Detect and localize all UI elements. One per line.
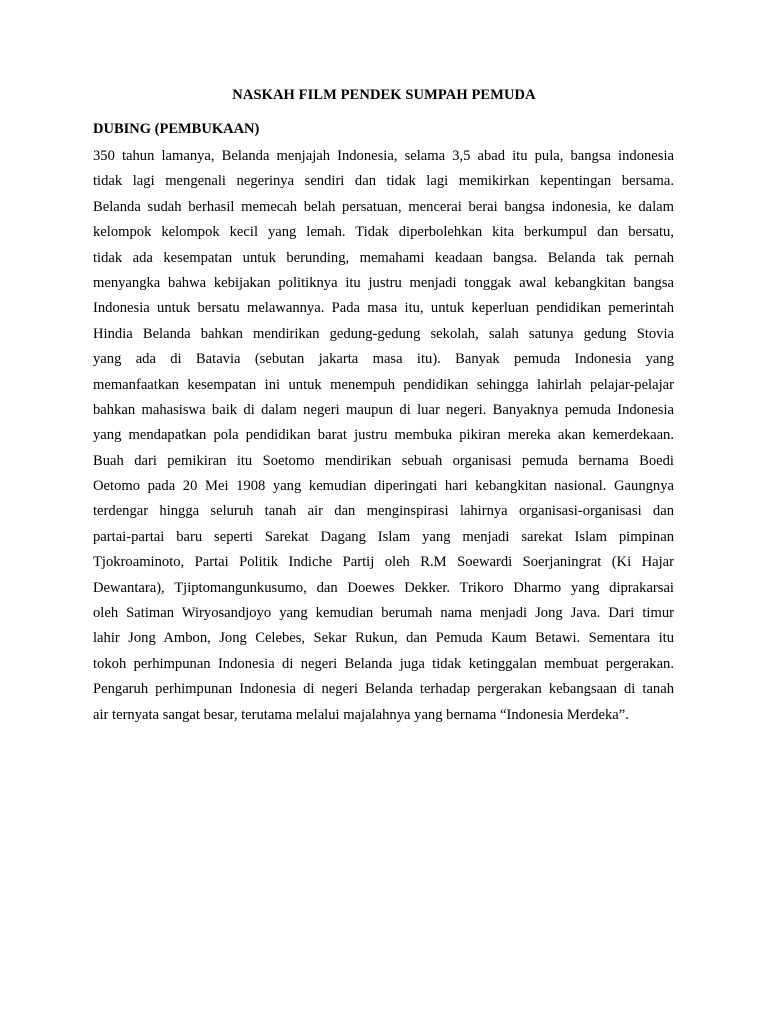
paragraph-line: yang ada di Batavia (sebutan jakarta masa itu). Banyak pemuda Indonesia yang — [93, 351, 674, 368]
paragraph-line: Pengaruh perhimpunan Indonesia di negeri Belanda terhadap pergerakan kebangsaan di tanah — [93, 681, 674, 698]
paragraph-line: terdengar hingga seluruh tanah air dan menginspirasi lahirnya organisasi-organisasi dan — [93, 503, 674, 520]
paragraph-line: lahir Jong Ambon, Jong Celebes, Sekar Rukun, dan Pemuda Kaum Betawi. Sementara itu — [93, 630, 674, 647]
paragraph-line: Belanda sudah berhasil memecah belah persatuan, mencerai berai bangsa indonesia, ke dalam — [93, 198, 674, 215]
paragraph-line: tokoh perhimpunan Indonesia di negeri Belanda juga tidak ketinggalan membuat pergerakan. — [93, 655, 674, 672]
paragraph-line: Tjokroaminoto, Partai Politik Indiche Partij oleh R.M Soewardi Soerjaningrat (Ki Hajar — [93, 554, 674, 571]
body-paragraph — [93, 144, 674, 728]
paragraph-line: Hindia Belanda bahkan mendirikan gedung-gedung sekolah, salah satunya gedung Stovia — [93, 325, 674, 342]
paragraph-line: kelompok kelompok kecil yang lemah. Tidak diperbolehkan kita berkumpul dan bersatu, — [93, 224, 674, 241]
paragraph-line-last: air ternyata sangat besar, terutama melalui majalahnya yang bernama “Indonesia Merdeka”. — [93, 706, 629, 723]
paragraph-line: Dewantara), Tjiptomangunkusumo, dan Doewes Dekker. Trikoro Dharmo yang diprakarsai — [93, 579, 674, 596]
paragraph-line: menyangka bahwa kebijakan politiknya itu justru menjadi tonggak awal kebangkitan bangsa — [93, 274, 674, 291]
paragraph-line: 350 tahun lamanya, Belanda menjajah Indonesia, selama 3,5 abad itu pula, bangsa indonesia — [93, 148, 674, 164]
paragraph-line: bahkan mahasiswa baik di dalam negeri maupun di luar negeri. Banyaknya pemuda Indonesia — [93, 401, 674, 418]
paragraph-line: oleh Satiman Wiryosandjoyo yang kemudian berumah nama menjadi Jong Java. Dari timur — [93, 605, 674, 622]
paragraph-line: memanfaatkan kesempatan ini untuk menempuh pendidikan sehingga lahirlah pelajar-pelajar — [93, 376, 674, 393]
paragraph-line: Buah dari pemikiran itu Soetomo mendirikan sebuah organisasi pemuda bernama Boedi — [93, 452, 674, 469]
section-heading: DUBING (PEMBUKAAN) — [93, 121, 260, 137]
paragraph-line: yang mendapatkan pola pendidikan barat justru membuka pikiran mereka akan kemerdekaan. — [93, 427, 674, 444]
paragraph-line: tidak ada kesempatan untuk berunding, memahami keadaan bangsa. Belanda tak pernah — [93, 249, 674, 266]
paragraph-line: Indonesia untuk bersatu melawannya. Pada masa itu, untuk keperluan pendidikan pemerintah — [93, 300, 674, 317]
paragraph-line: partai-partai baru seperti Sarekat Dagang Islam yang menjadi sarekat Islam pimpinan — [93, 528, 674, 545]
paragraph-line: tidak lagi mengenali negerinya sendiri dan tidak lagi memikirkan kepentingan bersama. — [93, 173, 674, 190]
paragraph-line: Oetomo pada 20 Mei 1908 yang kemudian diperingati hari kebangkitan nasional. Gaungnya — [93, 478, 674, 495]
document-title: NASKAH FILM PENDEK SUMPAH PEMUDA — [232, 87, 536, 103]
